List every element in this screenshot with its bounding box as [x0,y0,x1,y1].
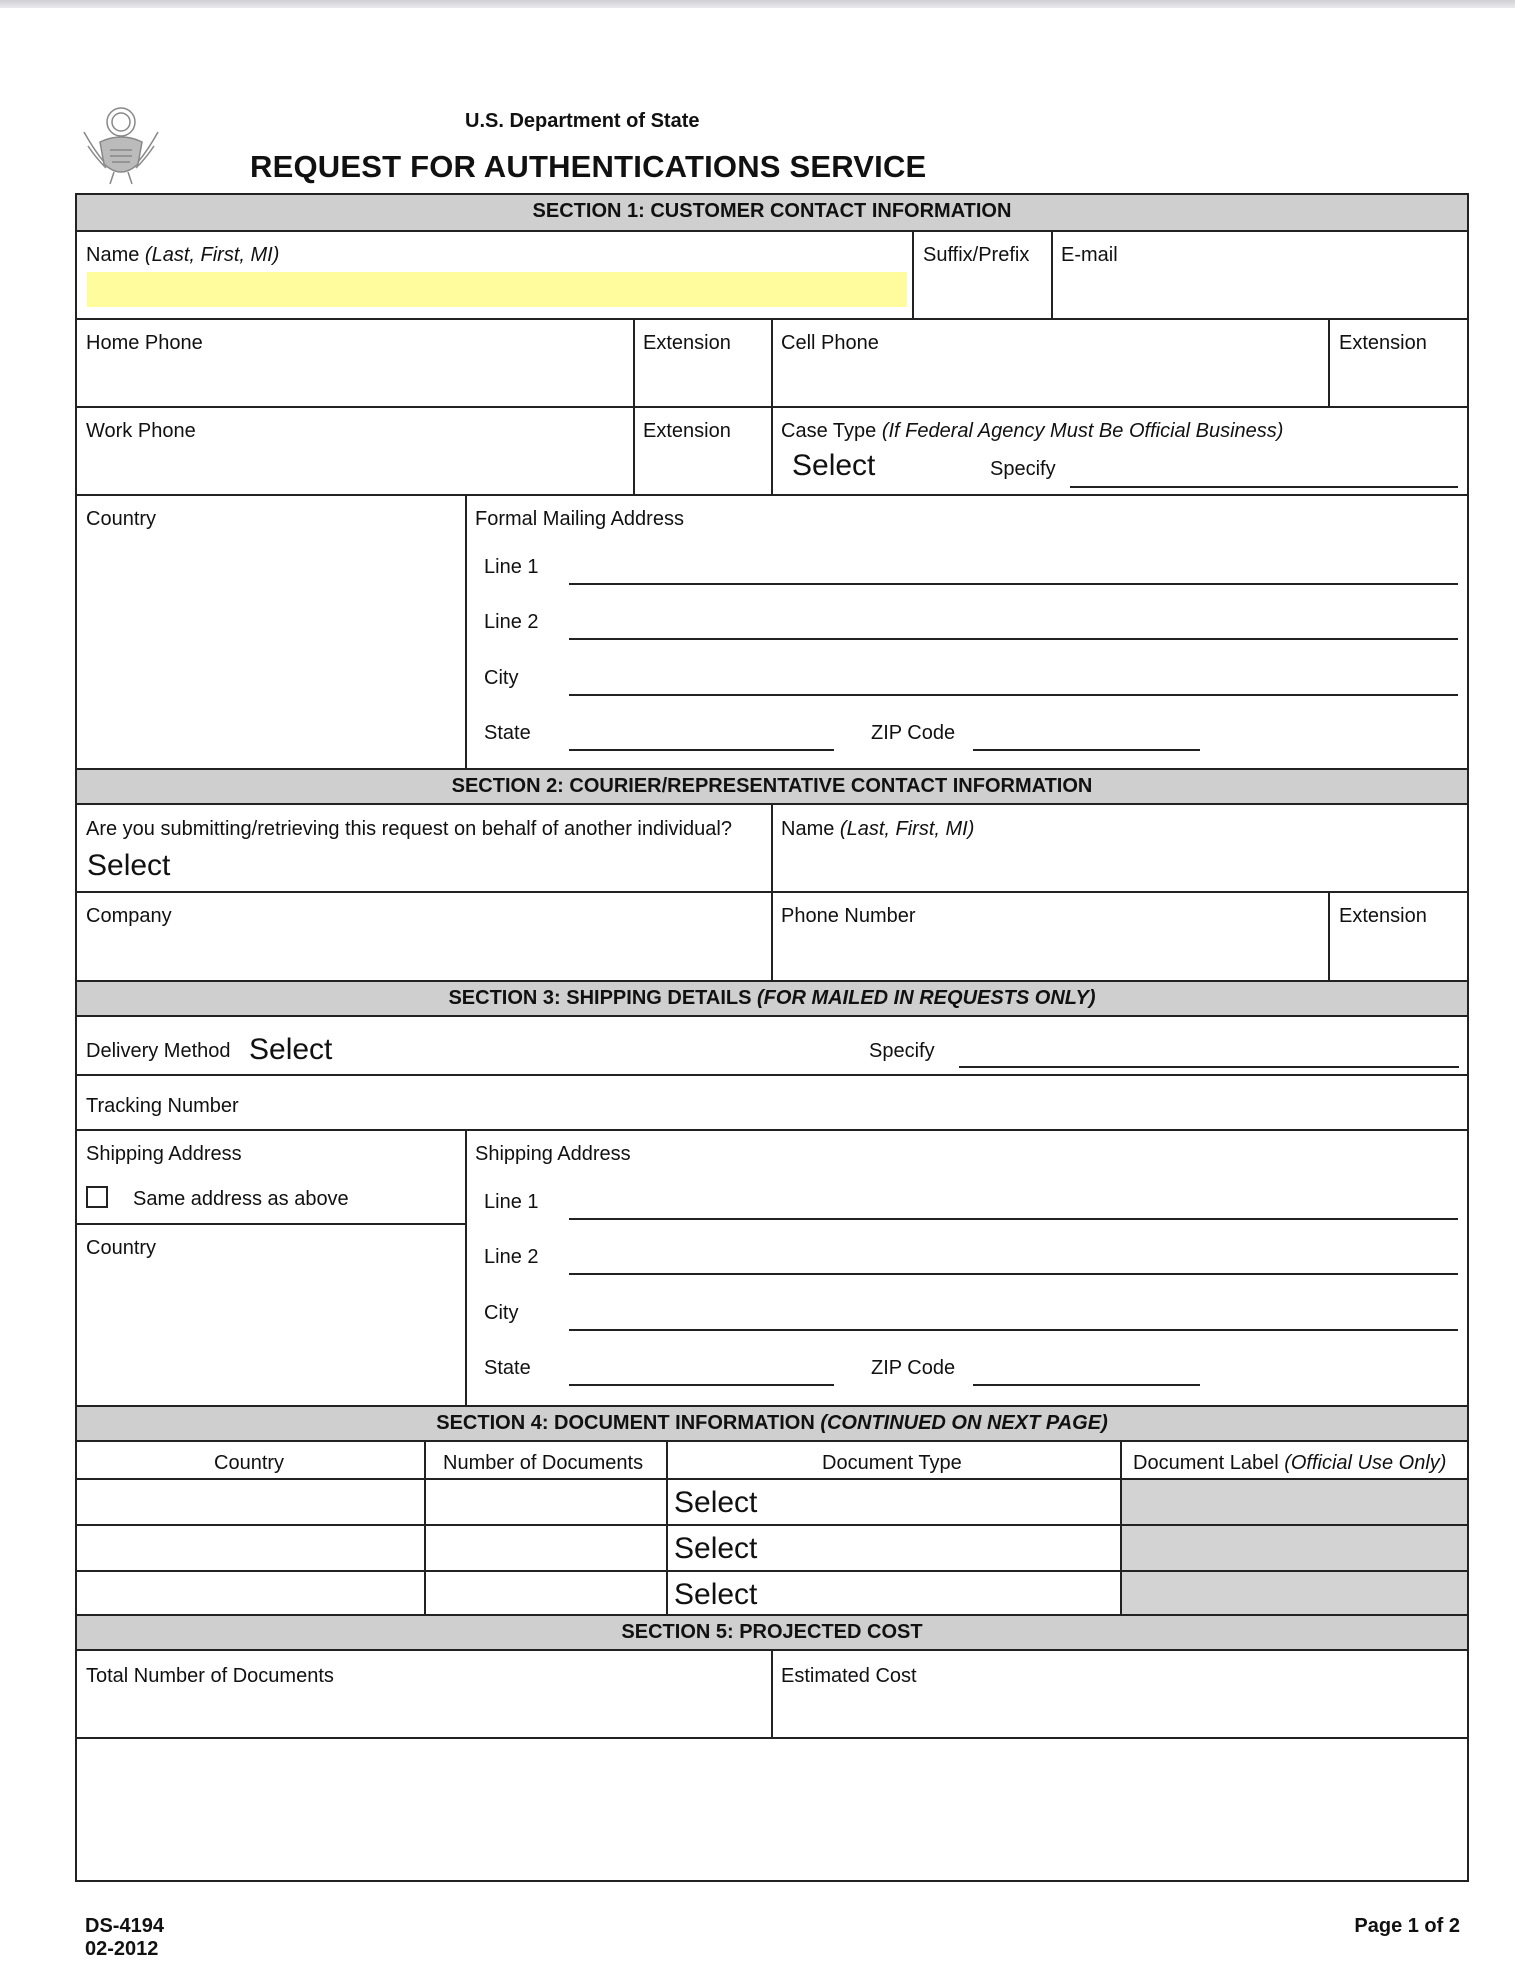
mailing-city-input[interactable] [569,694,1458,696]
home-phone-label: Home Phone [86,332,203,354]
shipping-zip-input[interactable] [973,1384,1200,1386]
work-phone-label: Work Phone [86,420,196,442]
company-label: Company [86,905,172,927]
name-label: Name (Last, First, MI) [86,244,280,266]
divider [465,1131,467,1407]
mailing-line1-label: Line 1 [484,556,539,578]
doc-row1-country-input[interactable] [77,1480,424,1524]
mailing-line1-input[interactable] [569,583,1458,585]
delivery-method-underline [245,1074,862,1076]
mailing-state-input[interactable] [569,749,834,751]
courier-phone-label: Phone Number [781,905,916,927]
form-number: DS-4194 [85,1915,164,1937]
doc-row1-number-input[interactable] [426,1480,666,1524]
work-phone-extension-label: Extension [643,420,731,442]
section5-heading: SECTION 5: PROJECTED COST [77,1614,1467,1651]
col-country-header: Country [214,1452,285,1474]
doc-row2-country-input[interactable] [77,1526,424,1570]
suffix-prefix-input[interactable] [914,230,1051,320]
case-type-specify-input[interactable] [1070,486,1458,488]
divider [77,1737,1467,1739]
mailing-zip-label: ZIP Code [871,722,956,744]
shipping-address-left-label: Shipping Address [86,1143,242,1165]
divider [1120,1442,1122,1614]
cell-phone-extension-input[interactable] [1330,320,1467,406]
work-phone-extension-input[interactable] [635,408,771,494]
company-input[interactable] [77,893,771,979]
page-indicator: Page 1 of 2 [1354,1915,1460,1937]
cell-phone-extension-label: Extension [1339,332,1427,354]
country-label: Country [86,508,157,530]
work-phone-input[interactable] [77,408,633,494]
courier-name-label: Name (Last, First, MI) [781,818,975,840]
formal-mailing-address-label: Formal Mailing Address [475,508,684,530]
shipping-zip-label: ZIP Code [871,1357,956,1379]
suffix-prefix-label: Suffix/Prefix [923,244,1030,266]
delivery-method-label: Delivery Method [86,1040,231,1062]
mailing-line2-input[interactable] [569,638,1458,640]
mailing-state-label: State [484,722,531,744]
section3-heading: SECTION 3: SHIPPING DETAILS (FOR MAILED IN REQUESTS ONLY) [77,980,1467,1017]
shipping-line1-label: Line 1 [484,1191,539,1213]
col-label-header: Document Label (Official Use Only) [1133,1452,1447,1474]
doc-row3-number-input[interactable] [426,1572,666,1614]
cell-phone-input[interactable] [773,320,1328,406]
shipping-line1-input[interactable] [569,1218,1458,1220]
divider [666,1442,668,1614]
case-type-select[interactable]: Select [792,449,876,482]
shipping-country-label: Country [86,1237,157,1259]
doc-row2-type-select[interactable]: Select [674,1532,758,1565]
email-input[interactable] [1053,230,1467,320]
country-input[interactable] [77,496,465,768]
courier-extension-input[interactable] [1330,893,1467,979]
case-type-specify-label: Specify [990,458,1056,480]
mailing-zip-input[interactable] [973,749,1200,751]
doc-row2-number-input[interactable] [426,1526,666,1570]
shipping-city-input[interactable] [569,1329,1458,1331]
courier-phone-input[interactable] [773,893,1328,979]
behalf-select[interactable]: Select [87,849,171,882]
total-documents-input[interactable] [77,1651,771,1737]
home-phone-input[interactable] [77,320,633,406]
col-number-header: Number of Documents [443,1452,644,1474]
shipping-line2-label: Line 2 [484,1246,539,1268]
same-address-checkbox[interactable] [86,1186,108,1208]
delivery-specify-label: Specify [869,1040,935,1062]
delivery-method-select[interactable]: Select [249,1033,333,1066]
home-phone-extension-input[interactable] [635,320,771,406]
courier-name-input[interactable] [773,805,1467,891]
total-documents-label: Total Number of Documents [86,1665,334,1687]
same-address-label: Same address as above [133,1188,349,1210]
doc-row3-type-select[interactable]: Select [674,1578,758,1611]
home-phone-extension-label: Extension [643,332,731,354]
shipping-line2-input[interactable] [569,1273,1458,1275]
department-name: U.S. Department of State [465,110,700,132]
estimated-cost-label: Estimated Cost [781,1665,917,1687]
delivery-specify-input[interactable] [959,1066,1459,1068]
divider [862,1074,1467,1076]
col-type-header: Document Type [822,1452,962,1474]
divider [77,1074,245,1076]
divider [465,496,467,770]
shipping-state-input[interactable] [569,1384,834,1386]
behalf-question-label: Are you submitting/retrieving this request on behalf of another individual? [86,818,732,840]
section1-heading: SECTION 1: CUSTOMER CONTACT INFORMATION [77,195,1467,232]
estimated-cost-input[interactable] [773,1651,1467,1737]
courier-extension-label: Extension [1339,905,1427,927]
shipping-address-right-label: Shipping Address [475,1143,631,1165]
form-body [75,193,1469,1882]
section4-heading: SECTION 4: DOCUMENT INFORMATION (CONTINUED ON NEXT PAGE) [77,1405,1467,1442]
email-label: E-mail [1061,244,1118,266]
cell-phone-label: Cell Phone [781,332,879,354]
mailing-city-label: City [484,667,519,689]
tracking-number-input[interactable] [292,1077,1467,1127]
form-date: 02-2012 [85,1938,159,1960]
form-title: REQUEST FOR AUTHENTICATIONS SERVICE [250,149,927,184]
official-use-area [1122,1478,1467,1614]
shipping-city-label: City [484,1302,519,1324]
window-top-edge [0,0,1515,8]
shipping-country-input[interactable] [77,1225,465,1405]
mailing-line2-label: Line 2 [484,611,539,633]
customer-name-input[interactable] [87,272,907,307]
doc-row1-type-select[interactable]: Select [674,1486,758,1519]
case-type-label: Case Type (If Federal Agency Must Be Official Business) [781,420,1284,442]
tracking-number-label: Tracking Number [86,1095,239,1117]
divider [77,1129,1467,1131]
state-department-seal-icon [80,102,162,188]
doc-row3-country-input[interactable] [77,1572,424,1614]
section2-heading: SECTION 2: COURIER/REPRESENTATIVE CONTACT INFORMATION [77,768,1467,805]
shipping-state-label: State [484,1357,531,1379]
